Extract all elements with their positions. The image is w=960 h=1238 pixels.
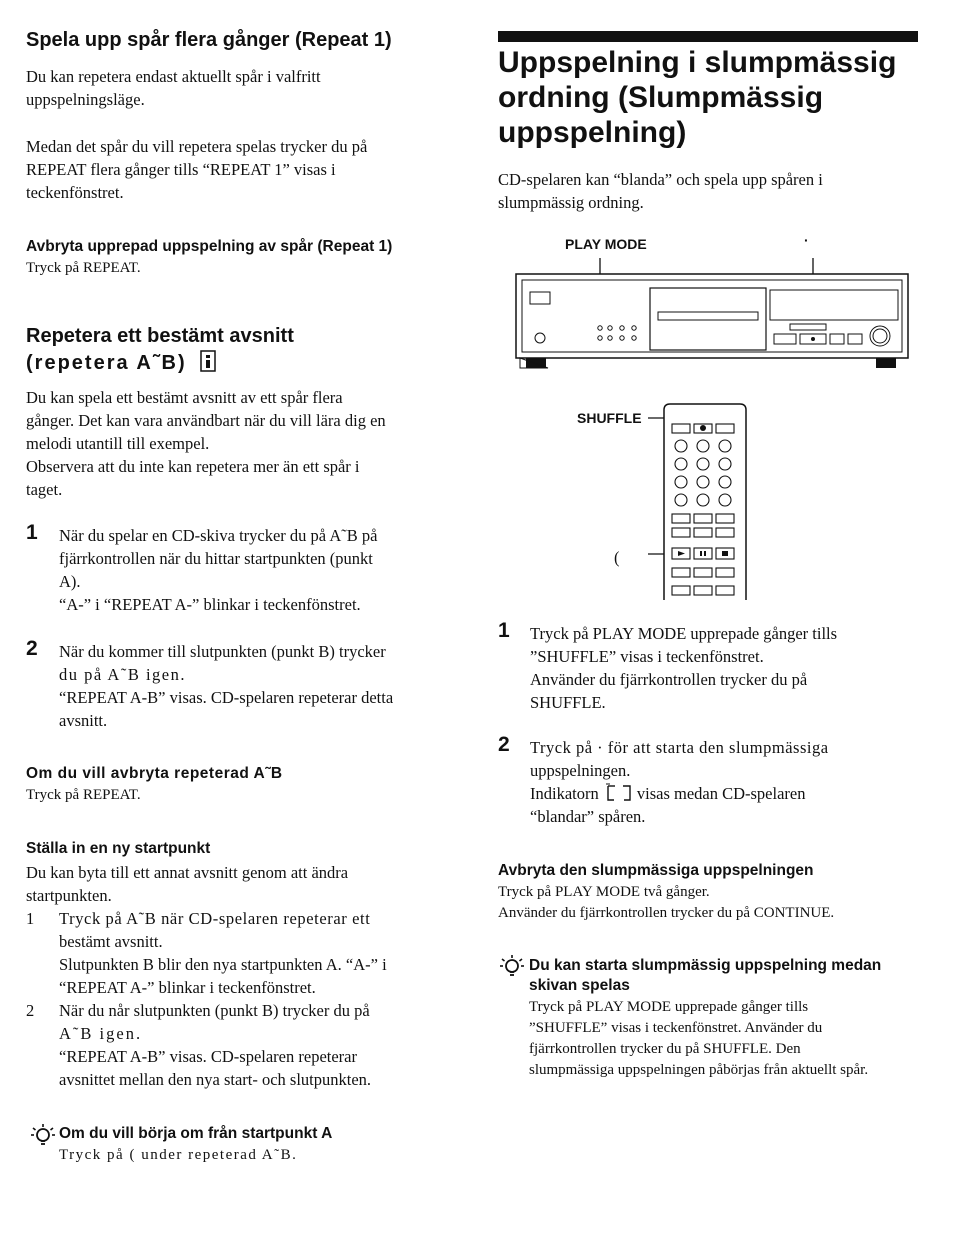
tip-title-restart: Om du vill börja om från startpunkt A — [59, 1125, 333, 1142]
text-line: teckenfönstret. — [26, 183, 124, 202]
label-play-mode: PLAY MODE — [565, 236, 647, 252]
text-line: SHUFFLE. — [530, 693, 606, 712]
text-line: Du kan spela ett bestämt avsnitt av ett spår flera — [26, 388, 343, 407]
text-line: Observera att du inte kan repetera mer än ett spår i — [26, 457, 360, 476]
title-line — [26, 350, 294, 377]
shuffle-step-1 — [530, 622, 837, 714]
step-number: 2 — [498, 733, 510, 756]
section-title-repeat-ab — [26, 323, 294, 377]
text-fragment: Indikatorn — [530, 784, 599, 803]
text-line: “blandar” spåren. — [530, 807, 646, 826]
step-number: 1 — [498, 619, 510, 642]
text-line: När du spelar en CD-skiva trycker du på A˜B på — [59, 526, 378, 545]
step-number: 1 — [26, 521, 38, 544]
text-line: “REPEAT A-B” visas. CD-spelaren repeterar detta — [59, 688, 394, 707]
shuffle-step-2 — [530, 736, 829, 828]
section-title-repeat-1: Spela upp spår flera gånger (Repeat 1) — [26, 29, 392, 51]
text-line: Du kan repetera endast aktuellt spår i valfritt — [26, 67, 321, 86]
new-startpoint-paragraph — [26, 861, 348, 907]
text-line: Använder du fjärrkontrollen trycker du på — [530, 670, 808, 689]
section-title-shuffle — [498, 45, 918, 150]
title-line: ordning (Slumpmässig — [498, 81, 824, 114]
text-line: Tryck på PLAY MODE två gånger. — [498, 884, 710, 900]
cancel-ab-text: Tryck på REPEAT. — [26, 787, 141, 803]
lightbulb-icon — [30, 1123, 56, 1149]
repeat-ab-step-2 — [59, 640, 393, 732]
shuffle-intro — [498, 168, 823, 214]
repeat-ab-step-1 — [59, 524, 377, 616]
cancel-repeat-1-text: Tryck på REPEAT. — [26, 260, 141, 276]
remote-control-illustration — [640, 400, 800, 600]
title-line: uppspelning) — [498, 116, 687, 149]
text-line: avsnitt. — [59, 711, 108, 730]
tip-text-restart: Tryck på ( under repeterad A˜B. — [59, 1147, 298, 1163]
text-fragment: visas medan CD-spelaren — [636, 784, 806, 803]
text-line: Tryck på A˜B när CD-spelaren repeterar ett — [59, 909, 371, 928]
new-startpoint-item-1 — [59, 907, 387, 999]
text-line: bestämt avsnitt. — [59, 932, 163, 951]
label-paren: ( — [614, 548, 620, 567]
tip-title-shuffle — [529, 956, 881, 996]
text-line: ”SHUFFLE” visas i teckenfönstret. Använder du — [529, 1020, 823, 1036]
remote-icon — [200, 350, 216, 372]
text-line: fjärrkontrollen trycker du på SHUFFLE. Den — [529, 1041, 801, 1057]
tip-text-shuffle — [529, 997, 868, 1081]
text-line: Tryck på PLAY MODE upprepade gånger tills — [530, 624, 838, 643]
text-line: När du når slutpunkten (punkt B) trycker du på — [59, 1001, 370, 1020]
text-line: Använder du fjärrkontrollen trycker du på CONTINUE. — [498, 905, 835, 921]
title-line: Du kan starta slumpmässig uppspelning medan — [529, 957, 882, 974]
list-number: 2 — [26, 1001, 35, 1020]
text-line: gånger. Det kan vara användbart när du vill lära dig en — [26, 411, 386, 430]
repeat-ab-paragraph — [26, 386, 386, 501]
title-line: skivan spelas — [529, 977, 630, 994]
title-text: (repetera A˜B) — [26, 352, 187, 374]
text-line: “A-” i “REPEAT A-” blinkar i teckenfönstret. — [59, 595, 361, 614]
new-startpoint-item-2 — [59, 999, 371, 1091]
text-line: Tryck på PLAY MODE upprepade gånger tills — [529, 999, 809, 1015]
text-line: Du kan byta till ett annat avsnitt genom att ändra — [26, 863, 349, 882]
label-play-dot: · — [804, 232, 809, 248]
text-line: slumpmässiga uppspelningen påbörjas från aktuellt spår. — [529, 1062, 869, 1078]
title-line: Uppspelning i slumpmässig — [498, 46, 897, 79]
text-line: uppspelningen. — [530, 761, 631, 780]
list-number: 1 — [26, 909, 35, 928]
text-line: uppspelningsläge. — [26, 90, 145, 109]
text-line — [530, 782, 829, 805]
text-line: REPEAT flera gånger tills “REPEAT 1” visas i — [26, 160, 336, 179]
label-shuffle: SHUFFLE — [577, 410, 642, 426]
step-number: 2 — [26, 637, 38, 660]
text-line: fjärrkontrollen när du hittar startpunkten (punkt — [59, 549, 373, 568]
subsection-title-cancel-repeat-1: Avbryta upprepad uppspelning av spår (Repeat 1) — [26, 238, 393, 255]
cancel-shuffle-text — [498, 882, 834, 924]
title-line: Repetera ett bestämt avsnitt — [26, 325, 294, 347]
cd-player-illustration — [512, 250, 922, 380]
subsection-title-new-startpoint: Ställa in en ny startpunkt — [26, 840, 211, 857]
text-line: avsnittet mellan den nya start- och slutpunkten. — [59, 1070, 372, 1089]
text-line: A˜B igen. — [59, 1024, 143, 1043]
text-line: “REPEAT A-B” visas. CD-spelaren repeterar — [59, 1047, 357, 1066]
text-line: “REPEAT A-” blinkar i teckenfönstret. — [59, 978, 316, 997]
repeat-1-paragraph-2 — [26, 135, 367, 204]
text-line: Slutpunkten B blir den nya startpunkten A. “A-” i — [59, 955, 387, 974]
shuffle-indicator-icon — [605, 783, 635, 803]
text-line: A). — [59, 572, 81, 591]
text-line: När du kommer till slutpunkten (punkt B) trycker — [59, 642, 386, 661]
text-line: ”SHUFFLE” visas i teckenfönstret. — [530, 647, 764, 666]
text-line: melodi utantill till exempel. — [26, 434, 210, 453]
lightbulb-icon — [499, 954, 525, 980]
section-top-rule — [498, 31, 918, 42]
text-line: taget. — [26, 480, 63, 499]
subsection-title-cancel-ab: Om du vill avbryta repeterad A˜B — [26, 765, 283, 782]
text-line: du på A˜B igen. — [59, 665, 186, 684]
subsection-title-cancel-shuffle: Avbryta den slumpmässiga uppspelningen — [498, 862, 814, 879]
text-line: CD-spelaren kan “blanda” och spela upp spåren i — [498, 170, 823, 189]
text-line: startpunkten. — [26, 886, 112, 905]
text-line: slumpmässig ordning. — [498, 193, 644, 212]
repeat-1-paragraph-1 — [26, 65, 321, 111]
text-line: Tryck på · för att starta den slumpmässiga — [530, 738, 829, 757]
text-line: Medan det spår du vill repetera spelas trycker du på — [26, 137, 368, 156]
